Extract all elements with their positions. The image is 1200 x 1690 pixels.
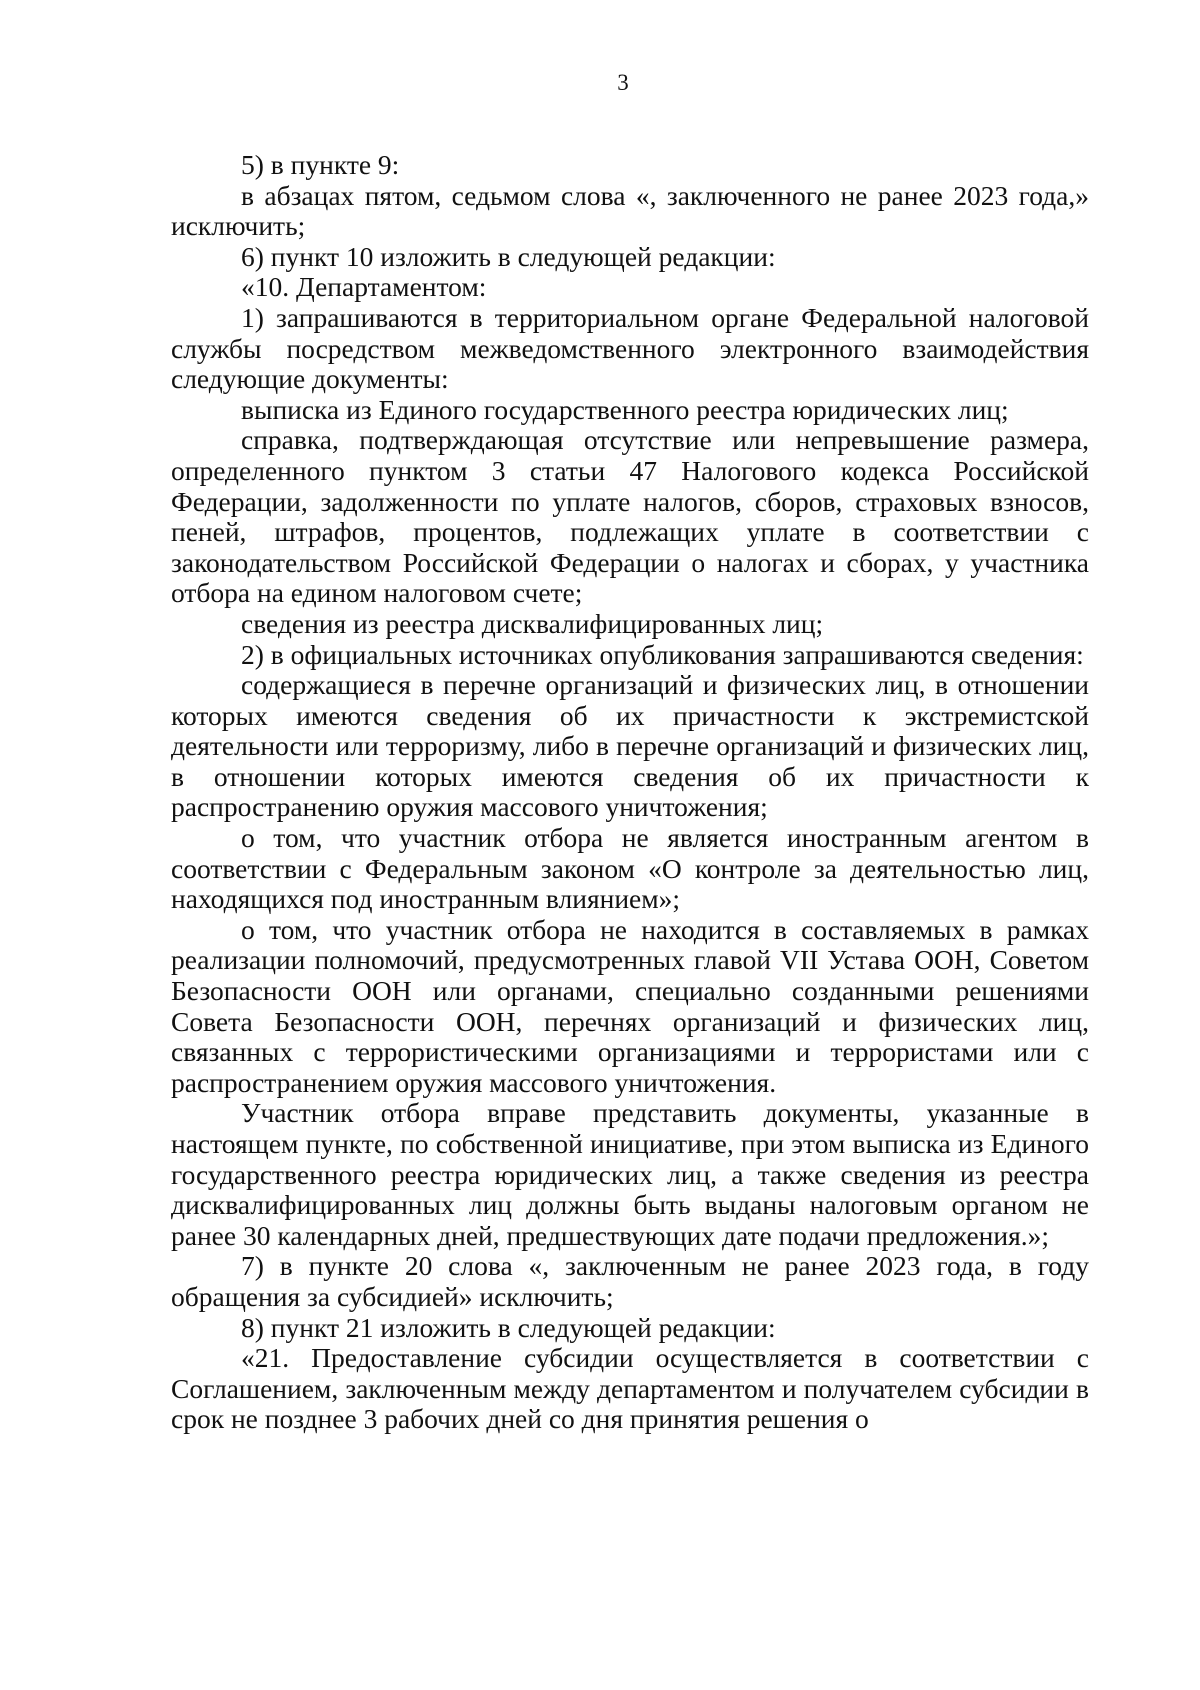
paragraph-item-5: 5) в пункте 9:: [241, 149, 400, 180]
paragraph-point-21: «21. Предоставление субсидии осуществляется в соответствии с Соглашением, заключенным между департаментом и получателем субсидии в срок не позднее 3 рабочих дней со дня принятия решения о: [171, 1342, 1089, 1435]
paragraph-item-8: 8) пункт 21 изложить в следующей редакции:: [241, 1311, 776, 1343]
paragraph-item-7: 7) в пункте 20 слова «, заключенным не ранее 2023 года, в году обращения за субсидией» исключить;: [171, 1250, 1089, 1312]
paragraph-item-6: 6) пункт 10 изложить в следующей редакции:: [241, 240, 776, 272]
paragraph-un-lists: о том, что участник отбора не находится в составляемых в рамках реализации полномочий, предусмотренных главой VII Устава ООН, Советом Безопасности ООН или органами, специально созданными решениями Совета Безопасности ООН, перечнях организаций и физических лиц, связанных с террористическими организациями и террористами или с распространением оружия массового уничтожения.: [171, 913, 1089, 1098]
paragraph-participant-right: Участник отбора вправе представить документы, указанные в настоящем пункте, по собственной инициативе, при этом выписка из Единого государственного реестра юридических лиц, а также сведения из реестра дисквалифицированных лиц должны быть выданы налоговым органом не ранее 30 календарных дней, предшествующих дате подачи предложения.»;: [171, 1097, 1089, 1251]
paragraph-extremism-list: содержащиеся в перечне организаций и физических лиц, в отношении которых имеются сведения об их причастности к экстремистской деятельности или терроризму, либо в перечне организаций и физических лиц, в отношении которых имеются сведения об их причастности к распространению оружия массового уничтожения;: [171, 669, 1089, 823]
paragraph-subitem-2: 2) в официальных источниках опубликования запрашиваются сведения:: [241, 638, 1084, 670]
paragraph-item-9-abzacy: в абзацах пятом, седьмом слова «, заключенного не ранее 2023 года,» исключить;: [171, 179, 1089, 242]
paragraph-tax-certificate: справка, подтверждающая отсутствие или непревышение размера, определенного пунктом 3 статьи 47 Налогового кодекса Российской Федерации, задолженности по уплате налогов, сборов, страховых взносов, пеней, штрафов, процентов, подлежащих уплате в соответствии с законодательством Российской Федерации о налогах и сборах, у участника отбора на едином налоговом счете;: [171, 424, 1089, 609]
paragraph-subitem-1: 1) запрашиваются в территориальном органе Федеральной налоговой службы посредством межведомственного электронного взаимодействия следующие документы:: [171, 301, 1089, 395]
paragraph-disqualified-registry: сведения из реестра дисквалифицированных лиц;: [241, 607, 824, 639]
paragraph-egrul-extract: выписка из Единого государственного реестра юридических лиц;: [241, 393, 1009, 425]
paragraph-point-10-header: «10. Департаментом:: [241, 271, 487, 303]
document-body: [171, 150, 1089, 1435]
paragraph-foreign-agent: о том, что участник отбора не является иностранным агентом в соответствии с Федеральным законом «О контроле за деятельностью лиц, находящихся под иностранным влиянием»;: [171, 822, 1089, 915]
page-number: 3: [617, 70, 629, 95]
